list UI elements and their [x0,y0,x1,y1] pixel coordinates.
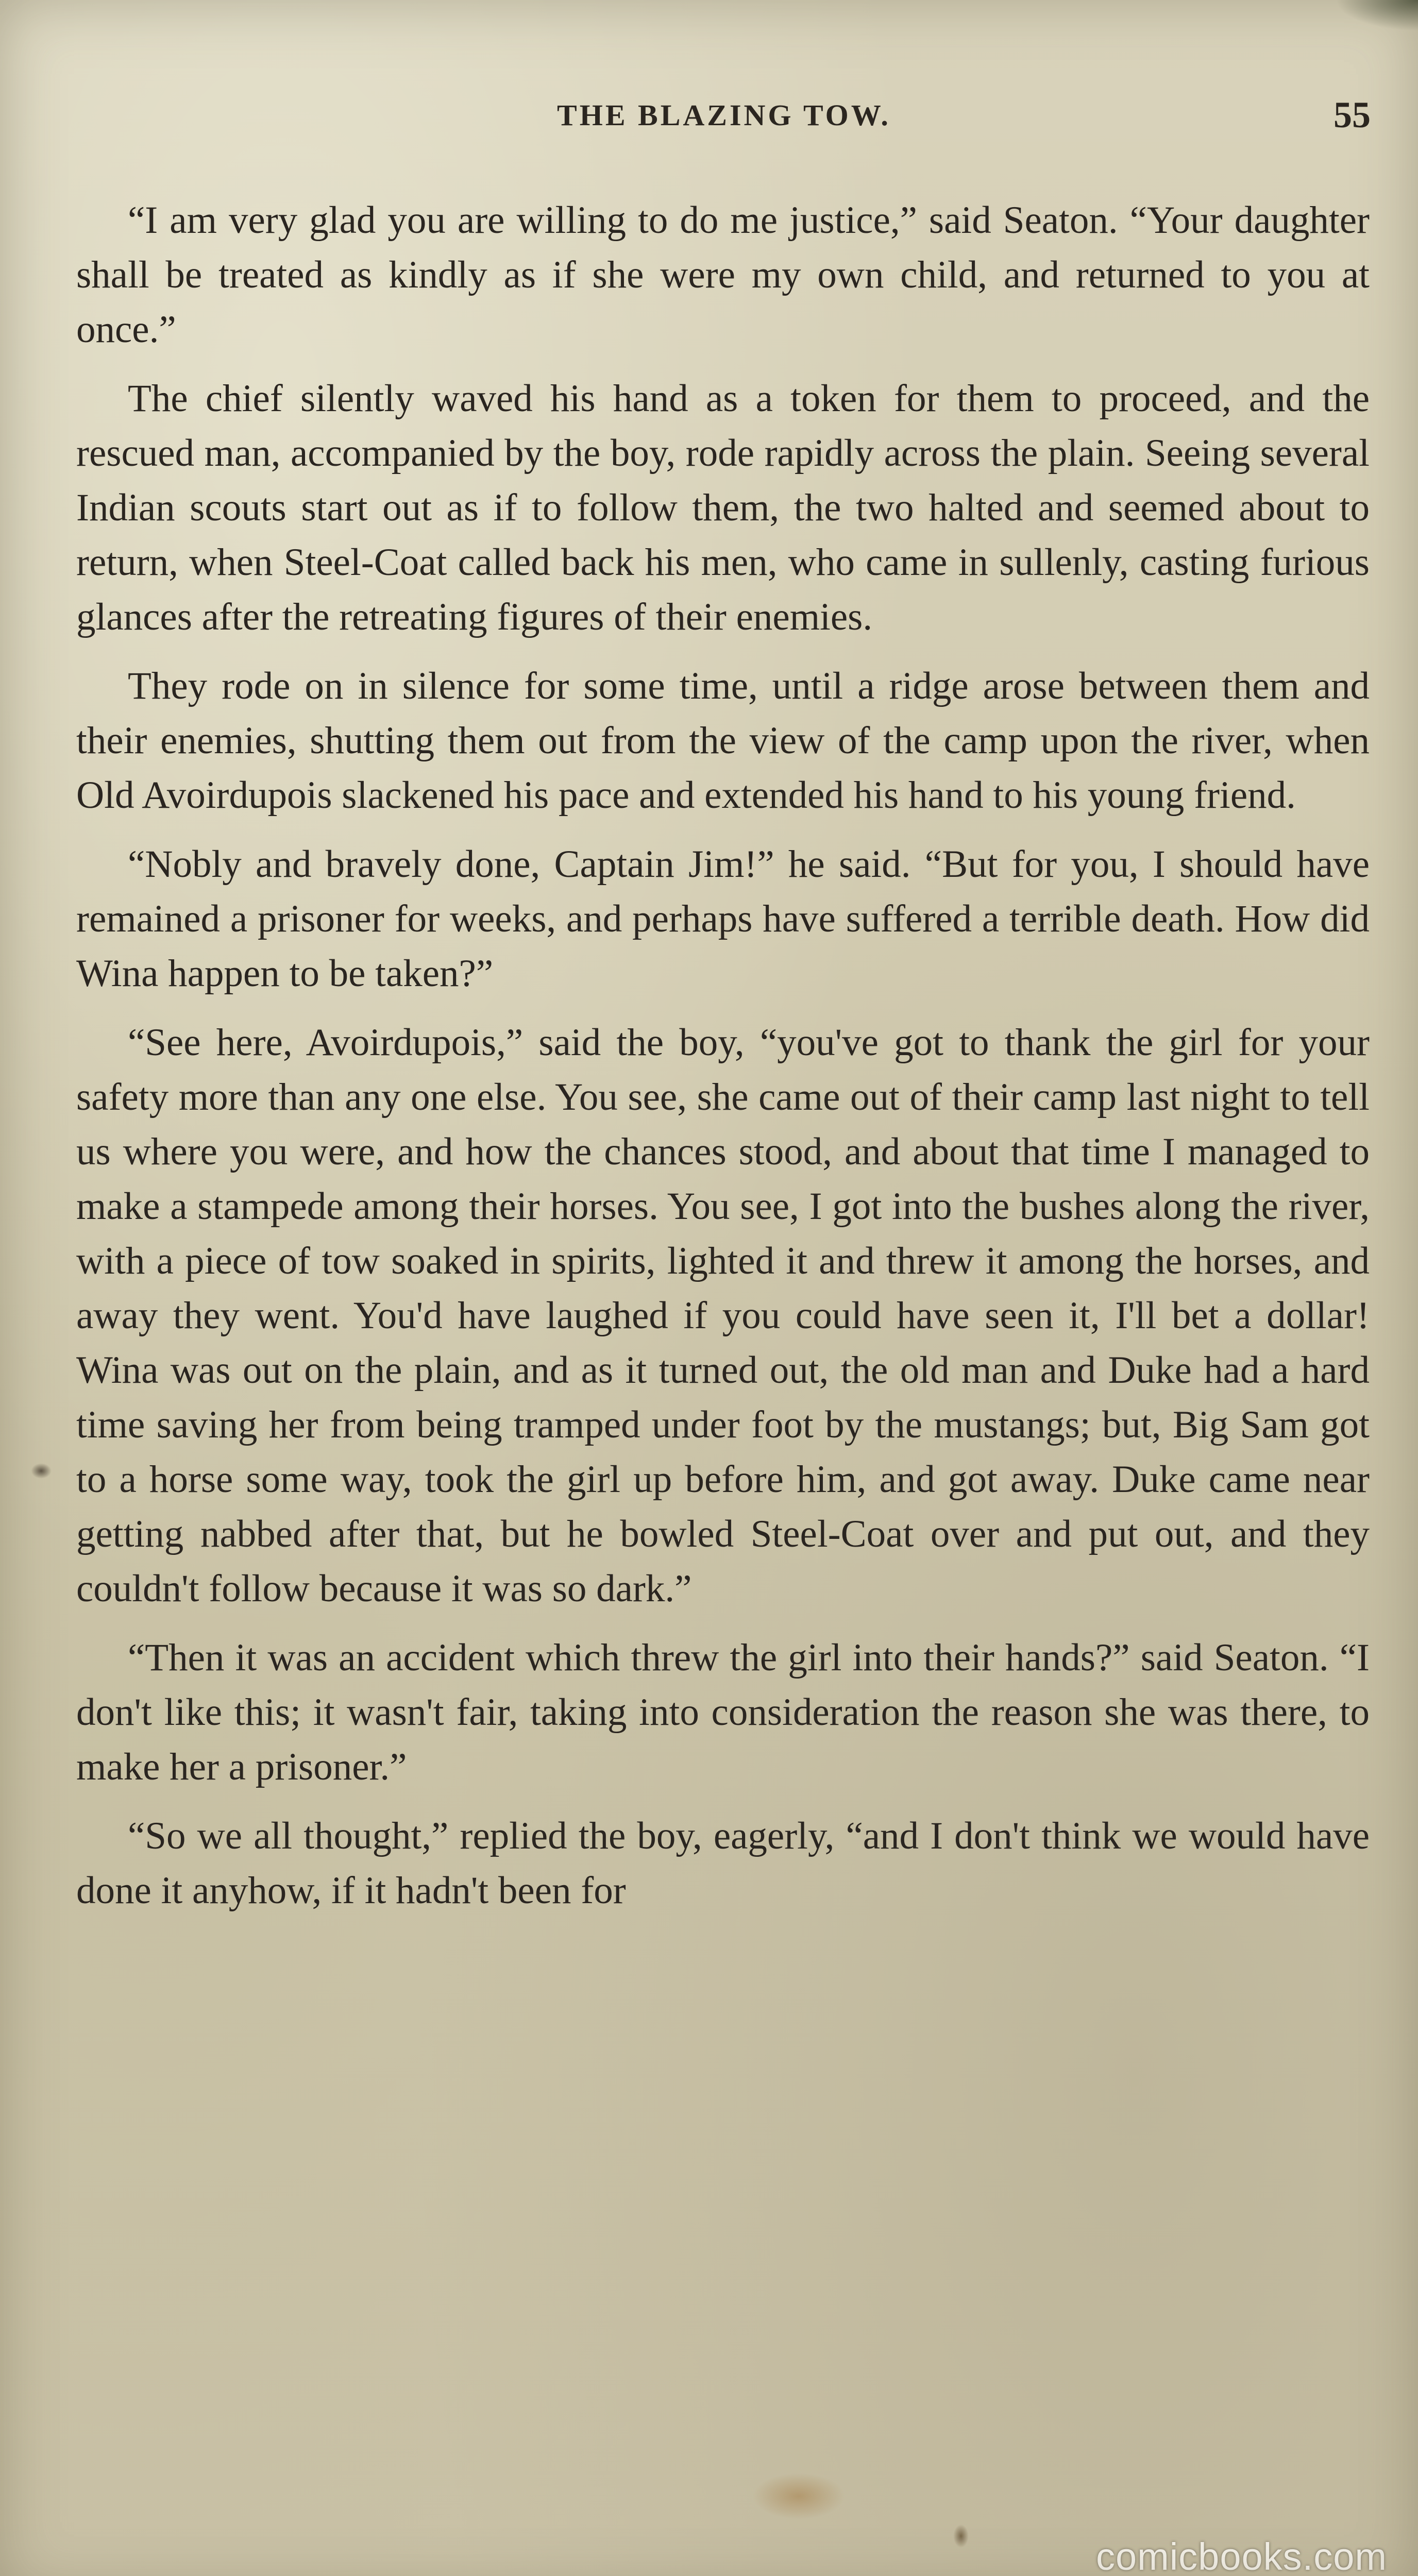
paragraph: They rode on in silence for some time, until a ridge arose between them and their enemies, shutting them out from the view of the camp upon the river, when Old Avoirdupois slackened his pace and extended his hand to his young friend. [76,665,1370,817]
paragraph: “I am very glad you are willing to do me justice,” said Seaton. “Your daughter shall be treated as kindly as if she were my own child, and returned to you at once.” [76,199,1370,351]
running-title: THE BLAZING TOW. [557,98,891,132]
page-header [77,94,1371,149]
page-number: 55 [1333,94,1371,135]
paper-stain [953,2524,969,2548]
paper-stain [31,1463,52,1479]
watermark: comicbooks.com [1095,2535,1387,2576]
page-corner-shadow [1336,0,1418,31]
paragraph: “So we all thought,” replied the boy, eagerly, “and I don't think we would have done it anyhow, if it hadn't been for [76,1815,1370,1912]
body-text [76,193,1370,1933]
paragraph: “Then it was an accident which threw the girl into their hands?” said Seaton. “I don't like this; it wasn't fair, taking into consideration the reason she was there, to make her a prisoner.” [76,1636,1370,1788]
paragraph: “See here, Avoirdupois,” said the boy, “you've got to thank the girl for your safety more than any one else. You see, she came out of their camp last night to tell us where you were, and how the chances stood, and about that time I managed to make a stampede among their horses. You see, I got into the bushes along the river, with a piece of tow soaked in spirits, lighted it and threw it among the horses, and away they went. You'd have laughed if you could have seen it, I'll bet a dollar! Wina was out on the plain, and as it turned out, the old man and Duke had a hard time saving her from being tramped under foot by the mustangs; but, Big Sam got to a horse some way, took the girl up before him, and got away. Duke came near getting nabbed after that, but he bowled Steel-Coat over and put out, and they couldn't follow because it was so dark.” [76,1021,1370,1610]
paragraph: “Nobly and bravely done, Captain Jim!” he said. “But for you, I should have remained a prisoner for weeks, and perhaps have suffered a terrible death. How did Wina happen to be taken?” [76,843,1370,995]
paper-stain [752,2473,845,2519]
paragraph: The chief silently waved his hand as a token for them to proceed, and the rescued man, accompanied by the boy, rode rapidly across the plain. Seeing several Indian scouts start out as if to follow them, the two halted and seemed about to return, when Steel-Coat called back his men, who came in sullenly, casting furious glances after the retreating figures of their enemies. [76,377,1370,638]
